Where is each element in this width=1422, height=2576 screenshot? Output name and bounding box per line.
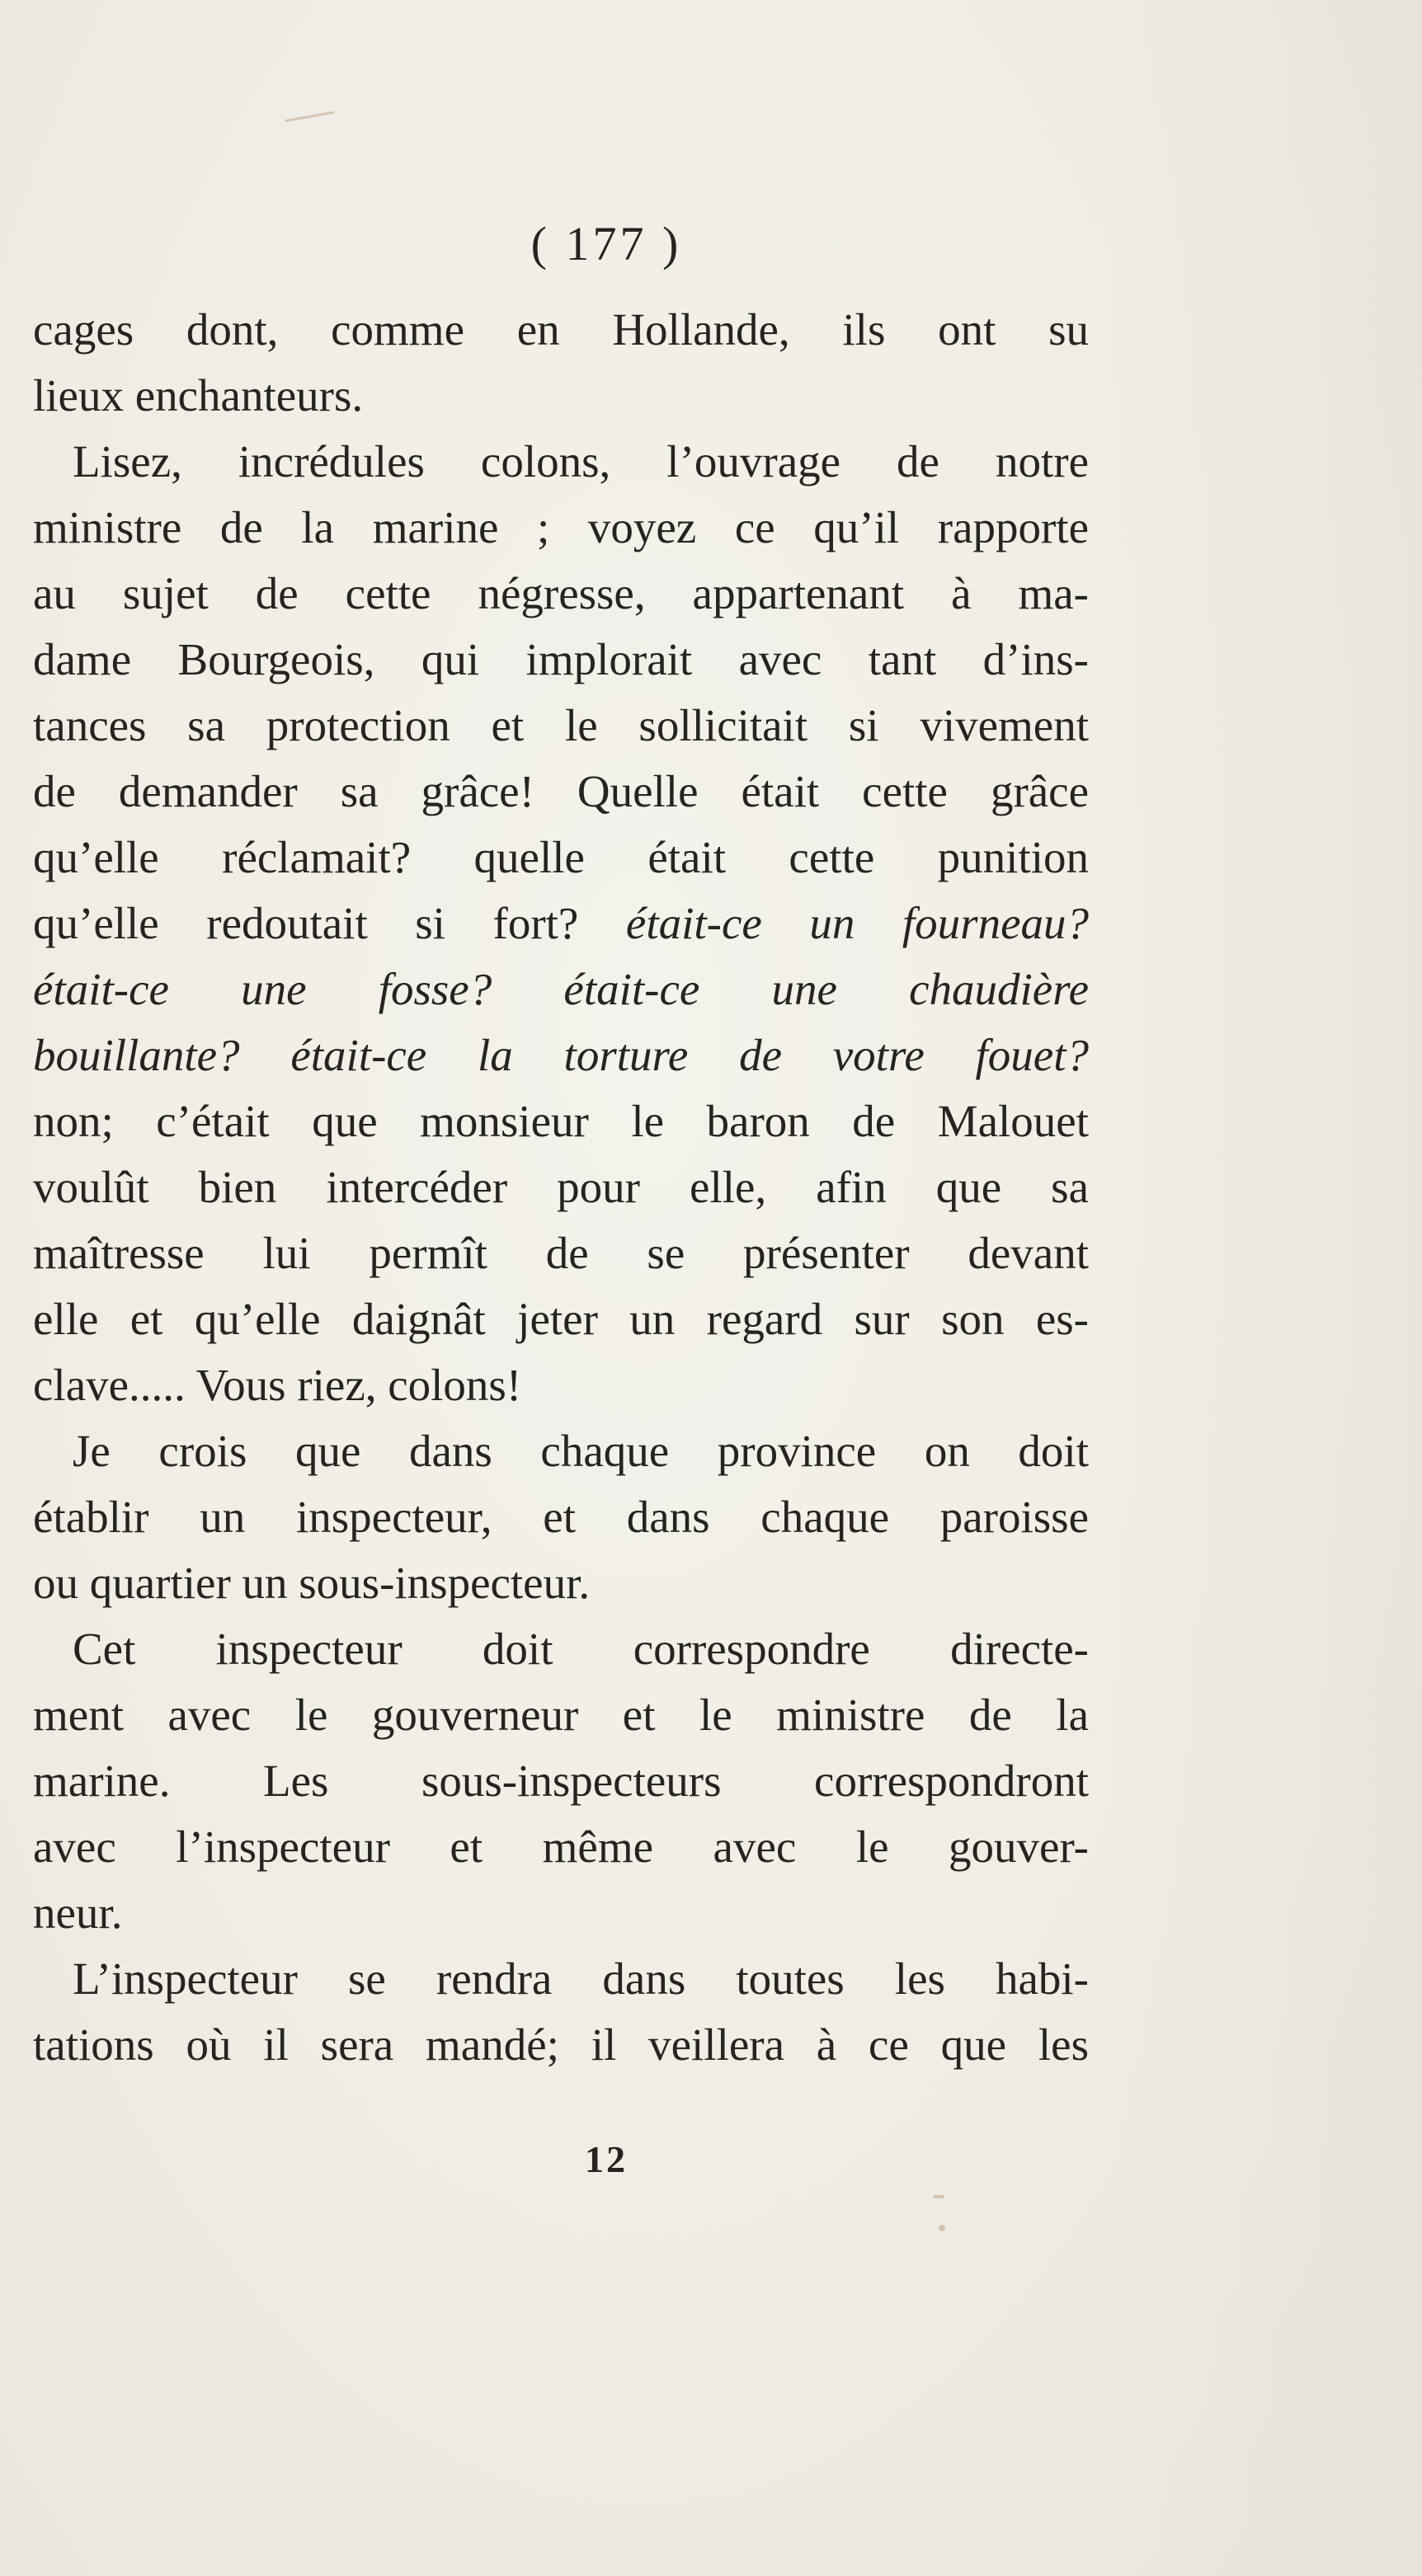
paragraph-start-line: Cet inspecteur doit correspondre directe- — [73, 1624, 1089, 1674]
text-line: cages dont, comme en Hollande, ils ont su — [33, 304, 1089, 355]
text-line: lieux enchanteurs. — [33, 370, 364, 421]
text-line-italic: bouillante? était-ce la torture de votre fouet? — [33, 1030, 1089, 1080]
text-line: tations où il sera mandé; il veillera à ce que les — [33, 2019, 1089, 2070]
body-text — [33, 297, 1089, 2078]
text-line: non; c’était que monsieur le baron de Malouet — [33, 1096, 1089, 1146]
text-line: établir un inspecteur, et dans chaque paroisse — [33, 1492, 1089, 1542]
text-line: de demander sa grâce! Quelle était cette grâce — [33, 766, 1089, 816]
text-line: maîtresse lui permît de se présenter devant — [33, 1228, 1089, 1278]
paragraph-start-line: Je crois que dans chaque province on doit — [73, 1426, 1089, 1476]
text-line: neur. — [33, 1887, 123, 1938]
ink-mark — [939, 2225, 945, 2231]
text-line: elle et qu’elle daignât jeter un regard sur son es- — [33, 1294, 1089, 1344]
signature-mark: 12 — [585, 2138, 628, 2180]
text-line: qu’elle réclamait? quelle était cette punition — [33, 832, 1089, 882]
text-line: clave..... Vous riez, colons! — [33, 1360, 522, 1410]
paragraph-start-line: L’inspecteur se rendra dans toutes les habi- — [73, 1953, 1089, 2004]
text-line: avec l’inspecteur et même avec le gouver- — [33, 1822, 1089, 1872]
text-roman: qu’elle redoutait si fort? — [33, 898, 579, 948]
paragraph-start-line: Lisez, incrédules colons, l’ouvrage de notre — [73, 436, 1089, 487]
ink-mark — [934, 2195, 944, 2198]
text-line-italic: était-ce une fosse? était-ce une chaudière — [33, 964, 1089, 1014]
text-line-mixed — [33, 891, 1089, 957]
text-italic: était-ce un fourneau? — [625, 898, 1089, 948]
ink-mark — [285, 111, 334, 122]
paper-shadow — [1105, 0, 1422, 2576]
text-line: ou quartier un sous-inspecteur. — [33, 1558, 591, 1608]
text-line: ment avec le gouverneur et le ministre de la — [33, 1690, 1089, 1740]
page-number: ( 177 ) — [530, 217, 682, 270]
text-line: voulût bien intercéder pour elle, afin que sa — [33, 1162, 1089, 1212]
text-line: ministre de la marine ; voyez ce qu’il rapporte — [33, 502, 1089, 552]
text-line: marine. Les sous-inspecteurs correspondront — [33, 1756, 1089, 1806]
text-line: dame Bourgeois, qui implorait avec tant d’ins- — [33, 634, 1089, 684]
text-line: au sujet de cette négresse, appartenant à ma- — [33, 568, 1089, 618]
text-line: tances sa protection et le sollicitait si vivement — [33, 700, 1089, 750]
